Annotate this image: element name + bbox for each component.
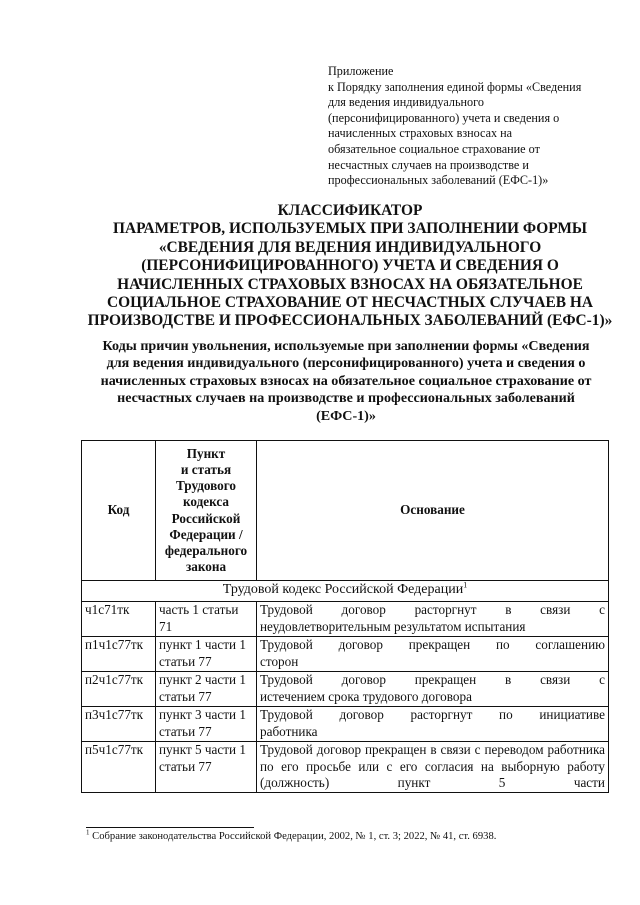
table-row (82, 637, 609, 672)
dismissal-codes-table (81, 440, 609, 793)
row-code: п3ч1с77тк (82, 707, 156, 742)
section-heading (77, 338, 615, 425)
appendix-line: профессиональных заболеваний (ЕФС-1)» (328, 173, 549, 188)
document-title (60, 202, 640, 331)
subtitle-line: (ЕФС-1)» (316, 407, 376, 424)
row-basis: Трудовой договор прекращен в связи с переводом работника по его просьбе или с его согласия на выборную работу (должность) пункт 5 части (257, 742, 609, 793)
title-line: ПРОИЗВОДСТВЕ И ПРОФЕССИОНАЛЬНЫХ ЗАБОЛЕВАНИЙ (ЕФС-1)» (87, 312, 613, 330)
appendix-line: несчастных случаев на производстве и (328, 157, 529, 172)
table-section-row (82, 581, 609, 602)
row-basis: Трудовой договор расторгнут в связи с неудовлетворительным результатом испытания (257, 602, 609, 637)
row-code: п5ч1с77тк (82, 742, 156, 793)
row-code: ч1с71тк (82, 602, 156, 637)
row-basis: Трудовой договор расторгнут по инициативе работника (257, 707, 609, 742)
section-label: Трудовой кодекс Российской Федерации$^1$ (82, 581, 609, 602)
row-article: пункт 2 части 1 статьи 77 (156, 672, 257, 707)
header-basis: Основание (257, 441, 609, 581)
appendix-line: Приложение (328, 64, 394, 78)
row-article: часть 1 статьи 71 (156, 602, 257, 637)
footnote (86, 828, 497, 842)
row-code: п1ч1с77тк (82, 637, 156, 672)
title-line: ПАРАМЕТРОВ, ИСПОЛЬЗУЕМЫХ ПРИ ЗАПОЛНЕНИИ ФОРМЫ (113, 220, 587, 238)
title-line: КЛАССИФИКАТОР (277, 202, 423, 219)
table-row (82, 672, 609, 707)
appendix-line: к Порядку заполнения единой формы «Сведения (328, 79, 582, 94)
header-code: Код (82, 441, 156, 581)
appendix-line: для ведения индивидуального (328, 95, 484, 110)
row-article: пункт 3 части 1 статьи 77 (156, 707, 257, 742)
table-header-row (82, 441, 609, 581)
header-article: Пункт и статья Трудового кодекса Российской Федерации / федерального закона (156, 441, 257, 581)
table-row (82, 742, 609, 793)
appendix-line: начисленных страховых взносах на (328, 126, 513, 141)
appendix-note (328, 64, 618, 189)
title-line: «СВЕДЕНИЯ ДЛЯ ВЕДЕНИЯ ИНДИВИДУАЛЬНОГО (158, 238, 542, 256)
subtitle-line: несчастных случаев на производстве и профессиональных заболеваний (117, 390, 575, 407)
subtitle-line: начисленных страховых взносах на обязательное социальное страхование от (100, 372, 592, 389)
title-line: (ПЕРСОНИФИЦИРОВАННОГО) УЧЕТА И СВЕДЕНИЯ О (141, 257, 559, 275)
row-article: пункт 1 части 1 статьи 77 (156, 637, 257, 672)
row-code: п2ч1с77тк (82, 672, 156, 707)
table-row (82, 707, 609, 742)
row-basis: Трудовой договор прекращен в связи с истечением срока трудового договора (257, 672, 609, 707)
footnote-divider (86, 827, 254, 828)
row-article: пункт 5 части 1 статьи 77 (156, 742, 257, 793)
title-line: СОЦИАЛЬНОЕ СТРАХОВАНИЕ ОТ НЕСЧАСТНЫХ СЛУЧАЕВ НА (106, 294, 594, 312)
footnote-mark: 1 (86, 828, 90, 837)
title-line: НАЧИСЛЕННЫХ СТРАХОВЫХ ВЗНОСАХ НА ОБЯЗАТЕЛЬНОЕ (117, 275, 583, 293)
footnote-ref: 1 (463, 580, 468, 590)
subtitle-line: Коды причин увольнения, используемые при заполнении формы «Сведения (102, 338, 590, 354)
table-row (82, 602, 609, 637)
appendix-line: (персонифицированного) учета и сведения о (328, 110, 560, 125)
subtitle-line: для ведения индивидуального (персонифицированного) учета и сведения о (106, 355, 586, 372)
appendix-line: обязательное социальное страхование от (328, 141, 540, 156)
row-basis: Трудовой договор прекращен по соглашению сторон (257, 637, 609, 672)
footnote-text: Собрание законодательства Российской Федерации, 2002, № 1, ст. 3; 2022, № 41, ст. 6938. (92, 831, 497, 842)
